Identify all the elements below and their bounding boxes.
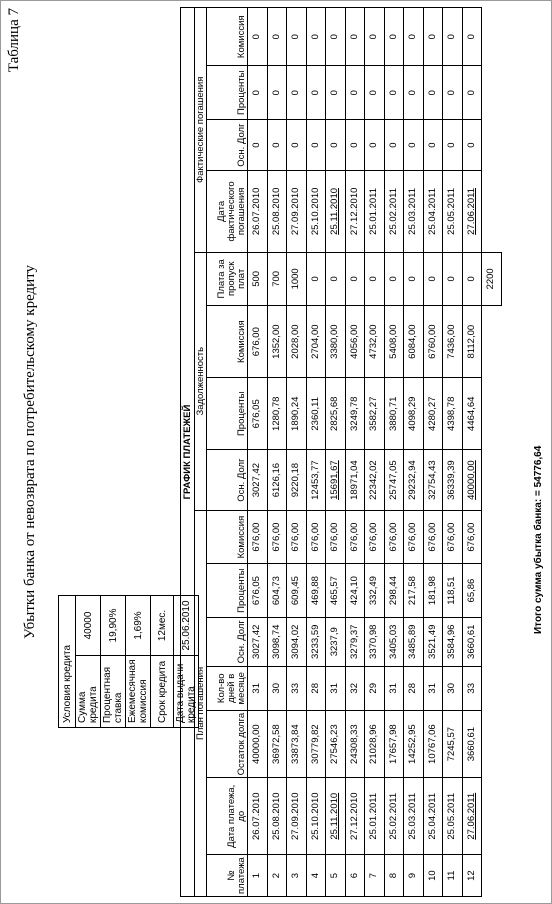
cell-p-main: 3233,59 — [306, 617, 326, 666]
cell-p-com: 676,00 — [462, 510, 482, 564]
condition-label: Сумма кредита — [76, 655, 101, 727]
cell-date: 25.08.2010 — [267, 778, 287, 855]
cell-p-com: 676,00 — [345, 510, 365, 564]
cell-f-int: 0 — [365, 66, 385, 120]
cell-days: 28 — [306, 666, 326, 710]
cell-p-main: 3485,89 — [404, 617, 424, 666]
cell-p-main: 3098,74 — [267, 617, 287, 666]
cell-f-date: 26.07.2010 — [248, 171, 268, 252]
cell-n: 9 — [404, 855, 424, 897]
col-commission: Комиссия — [207, 510, 248, 564]
cell-f-int: 0 — [384, 66, 404, 120]
cell-f-com: 0 — [306, 8, 326, 67]
group-plan: План погашения — [195, 510, 207, 896]
col-debt-commission: Комиссия — [207, 306, 248, 378]
cell-f-int: 0 — [287, 66, 307, 120]
table-row — [462, 8, 482, 897]
cell-f-com: 0 — [462, 8, 482, 67]
cell-n: 6 — [345, 855, 365, 897]
cell-p-com: 676,00 — [267, 510, 287, 564]
cell-days: 29 — [365, 666, 385, 710]
cell-bal: 30779,82 — [306, 710, 326, 777]
group-debt: Задолженность — [195, 252, 207, 510]
cell-f-int: 0 — [345, 66, 365, 120]
cell-d-int: 4398,78 — [443, 378, 463, 450]
cell-bal: 33873,84 — [287, 710, 307, 777]
cell-fee: 0 — [443, 252, 463, 306]
cell-f-com: 0 — [345, 8, 365, 67]
cell-f-date: 25.05.2011 — [443, 171, 463, 252]
cell-d-main: 32754,43 — [423, 450, 443, 510]
cell-p-com: 676,00 — [365, 510, 385, 564]
cell-f-date: 25.04.2011 — [423, 171, 443, 252]
cell-d-main: 6126,16 — [267, 450, 287, 510]
cell-days: 33 — [462, 666, 482, 710]
cell-d-main: 15691,67 — [326, 450, 346, 510]
cell-p-int: 65,86 — [462, 564, 482, 618]
cell-d-com: 7436,00 — [443, 306, 463, 378]
cell-f-date: 25.03.2011 — [404, 171, 424, 252]
cell-d-com: 6760,00 — [423, 306, 443, 378]
cell-f-com: 0 — [267, 8, 287, 67]
cell-f-com: 0 — [423, 8, 443, 67]
cell-fee: 0 — [423, 252, 443, 306]
cell-f-int: 0 — [443, 66, 463, 120]
cell-d-com: 2704,00 — [306, 306, 326, 378]
cell-bal: 10767,06 — [423, 710, 443, 777]
cell-fee: 700 — [267, 252, 287, 306]
cell-d-int: 2825,68 — [326, 378, 346, 450]
cell-f-main: 0 — [423, 120, 443, 171]
table-row — [365, 8, 385, 897]
col-fact-interest: Проценты — [207, 66, 248, 120]
cell-f-date: 25.08.2010 — [267, 171, 287, 252]
col-date: Дата платежа, до — [207, 778, 248, 855]
cell-date: 25.04.2011 — [423, 778, 443, 855]
cell-days: 32 — [345, 666, 365, 710]
cell-n: 2 — [267, 855, 287, 897]
schedule-body — [248, 8, 482, 897]
cell-days: 31 — [248, 666, 268, 710]
cell-p-int: 469,88 — [306, 564, 326, 618]
condition-value: 12мес. — [151, 596, 174, 655]
cell-fee: 1000 — [287, 252, 307, 306]
cell-d-main: 22342,02 — [365, 450, 385, 510]
cell-bal: 24308,33 — [345, 710, 365, 777]
cell-f-int: 0 — [423, 66, 443, 120]
cell-n: 8 — [384, 855, 404, 897]
cell-d-main: 36339,39 — [443, 450, 463, 510]
cell-f-main: 0 — [267, 120, 287, 171]
cell-d-main: 25747,05 — [384, 450, 404, 510]
condition-label: Процентная ставка — [101, 655, 126, 727]
cell-f-int: 0 — [267, 66, 287, 120]
cell-d-int: 3880,71 — [384, 378, 404, 450]
cell-p-com: 676,00 — [384, 510, 404, 564]
cell-f-main: 0 — [326, 120, 346, 171]
cell-bal: 27546,23 — [326, 710, 346, 777]
cell-d-com: 8112,00 — [462, 306, 482, 378]
condition-label: Ежемесячная комиссия — [126, 655, 151, 727]
cell-d-main: 9220,18 — [287, 450, 307, 510]
cell-d-com: 6084,00 — [404, 306, 424, 378]
cell-days: 28 — [404, 666, 424, 710]
col-fact-date: Дата фактического погашения — [207, 171, 248, 252]
cell-p-int: 424,10 — [345, 564, 365, 618]
cell-p-com: 676,00 — [443, 510, 463, 564]
cell-bal: 14252,95 — [404, 710, 424, 777]
cell-d-main: 12453,77 — [306, 450, 326, 510]
cell-d-com: 1352,00 — [267, 306, 287, 378]
cell-f-date: 27.09.2010 — [287, 171, 307, 252]
cell-f-date: 25.11.2010 — [326, 171, 346, 252]
cell-bal: 3660,61 — [462, 710, 482, 777]
cell-f-main: 0 — [287, 120, 307, 171]
cell-p-main: 3027,42 — [248, 617, 268, 666]
cell-p-int: 181,98 — [423, 564, 443, 618]
cell-d-com: 676,00 — [248, 306, 268, 378]
cell-fee: 0 — [326, 252, 346, 306]
cell-bal: 40000,00 — [248, 710, 268, 777]
cell-date: 25.10.2010 — [306, 778, 326, 855]
cell-days: 33 — [287, 666, 307, 710]
cell-d-com: 4732,00 — [365, 306, 385, 378]
table-row — [306, 8, 326, 897]
cell-f-com: 0 — [443, 8, 463, 67]
cell-date: 25.03.2011 — [404, 778, 424, 855]
cell-d-int: 4280,27 — [423, 378, 443, 450]
cell-p-int: 676,05 — [248, 564, 268, 618]
table-row — [287, 8, 307, 897]
cell-d-int: 4464,64 — [462, 378, 482, 450]
cell-fee: 500 — [248, 252, 268, 306]
cell-d-com: 3380,00 — [326, 306, 346, 378]
total-loss: Итого сумма убытка банка: = 54776,64 — [533, 445, 544, 634]
col-balance: Остаток долга — [207, 710, 248, 777]
cell-p-main: 3279,37 — [345, 617, 365, 666]
table-number: Таблица 7 — [6, 8, 22, 73]
cell-p-int: 604,73 — [267, 564, 287, 618]
cell-fee: 0 — [365, 252, 385, 306]
cell-f-date: 27.12.2010 — [345, 171, 365, 252]
cell-fee: 0 — [462, 252, 482, 306]
col-interest: Проценты — [207, 564, 248, 618]
cell-n: 5 — [326, 855, 346, 897]
cell-f-int: 0 — [404, 66, 424, 120]
col-days: Кол-во дней в месяце — [207, 666, 248, 710]
cell-f-main: 0 — [443, 120, 463, 171]
cell-d-int: 1280,78 — [267, 378, 287, 450]
cell-n: 12 — [462, 855, 482, 897]
cell-d-com: 5408,00 — [384, 306, 404, 378]
cell-d-int: 4098,29 — [404, 378, 424, 450]
table-row — [326, 8, 346, 897]
cell-d-com: 2028,00 — [287, 306, 307, 378]
col-debt-interest: Проценты — [207, 378, 248, 450]
table-row — [384, 8, 404, 897]
cell-p-com: 676,00 — [423, 510, 443, 564]
cell-d-main: 18971,04 — [345, 450, 365, 510]
cell-p-main: 3370,98 — [365, 617, 385, 666]
cell-fee: 0 — [384, 252, 404, 306]
payment-schedule — [180, 7, 502, 897]
cell-date: 25.05.2011 — [443, 778, 463, 855]
cell-days: 31 — [423, 666, 443, 710]
col-num: № платежа — [207, 855, 248, 897]
cell-d-int: 1890,24 — [287, 378, 307, 450]
cell-f-main: 0 — [365, 120, 385, 171]
cell-f-com: 0 — [404, 8, 424, 67]
cell-p-int: 118,51 — [443, 564, 463, 618]
cell-n: 4 — [306, 855, 326, 897]
cell-d-int: 3249,78 — [345, 378, 365, 450]
cell-p-main: 3094,02 — [287, 617, 307, 666]
cell-f-main: 0 — [404, 120, 424, 171]
cell-p-com: 676,00 — [306, 510, 326, 564]
cell-date: 26.07.2010 — [248, 778, 268, 855]
cell-f-main: 0 — [345, 120, 365, 171]
cell-d-main: 3027,42 — [248, 450, 268, 510]
cell-f-date: 27.06.2011 — [462, 171, 482, 252]
table-row — [345, 8, 365, 897]
condition-value: 19,90% — [101, 596, 126, 655]
condition-label: Срок кредита — [151, 655, 174, 727]
col-fact-principal: Осн. Долг — [207, 120, 248, 171]
cell-d-int: 3582,27 — [365, 378, 385, 450]
cell-days: 31 — [384, 666, 404, 710]
cell-fee: 0 — [306, 252, 326, 306]
cell-d-int: 2360,11 — [306, 378, 326, 450]
col-debt-principal: Осн. Долг — [207, 450, 248, 510]
cell-bal: 7245,57 — [443, 710, 463, 777]
cell-f-date: 25.10.2010 — [306, 171, 326, 252]
col-fact-commission: Комиссия — [207, 8, 248, 67]
cell-p-com: 676,00 — [248, 510, 268, 564]
condition-value: 40000 — [76, 596, 101, 655]
conditions-heading: Условия кредита — [59, 596, 76, 728]
table-row — [404, 8, 424, 897]
table-row — [248, 8, 268, 897]
cell-d-com: 4056,00 — [345, 306, 365, 378]
condition-value: 25.06.2010 — [174, 596, 199, 655]
cell-p-main: 3521,49 — [423, 617, 443, 666]
cell-days: 31 — [326, 666, 346, 710]
table-row — [443, 8, 463, 897]
cell-days: 30 — [267, 666, 287, 710]
col-principal: Осн. Долг — [207, 617, 248, 666]
cell-p-int: 298,44 — [384, 564, 404, 618]
fee-total: 2200 — [482, 252, 502, 306]
cell-f-int: 0 — [462, 66, 482, 120]
group-fact: Фактические погашения — [195, 8, 207, 253]
cell-date: 27.06.2011 — [462, 778, 482, 855]
cell-d-main: 29232,94 — [404, 450, 424, 510]
cell-f-int: 0 — [248, 66, 268, 120]
cell-f-com: 0 — [326, 8, 346, 67]
cell-f-main: 0 — [384, 120, 404, 171]
cell-p-int: 465,57 — [326, 564, 346, 618]
cell-n: 7 — [365, 855, 385, 897]
cell-f-date: 25.02.2011 — [384, 171, 404, 252]
cell-p-int: 609,45 — [287, 564, 307, 618]
credit-conditions — [58, 595, 199, 728]
cell-n: 11 — [443, 855, 463, 897]
cell-p-com: 676,00 — [404, 510, 424, 564]
schedule-title: ГРАФИК ПЛАТЕЖЕЙ — [181, 8, 195, 897]
cell-f-main: 0 — [462, 120, 482, 171]
cell-f-com: 0 — [365, 8, 385, 67]
cell-bal: 36972,58 — [267, 710, 287, 777]
cell-p-main: 3584,96 — [443, 617, 463, 666]
cell-n: 10 — [423, 855, 443, 897]
cell-f-com: 0 — [384, 8, 404, 67]
document-title: Убытки банка от невозврата по потребительскому кредиту — [22, 264, 38, 640]
cell-fee: 0 — [345, 252, 365, 306]
cell-f-date: 25.01.2011 — [365, 171, 385, 252]
cell-n: 3 — [287, 855, 307, 897]
cell-f-com: 0 — [248, 8, 268, 67]
cell-date: 27.09.2010 — [287, 778, 307, 855]
cell-d-main: 40000,00 — [462, 450, 482, 510]
table-row — [267, 8, 287, 897]
cell-p-com: 676,00 — [287, 510, 307, 564]
cell-date: 25.02.2011 — [384, 778, 404, 855]
cell-n: 1 — [248, 855, 268, 897]
condition-value: 1,69% — [126, 596, 151, 655]
cell-p-int: 217,58 — [404, 564, 424, 618]
cell-bal: 17657,98 — [384, 710, 404, 777]
cell-p-main: 3405,03 — [384, 617, 404, 666]
cell-fee: 0 — [404, 252, 424, 306]
cell-p-int: 332,49 — [365, 564, 385, 618]
cell-days: 30 — [443, 666, 463, 710]
cell-p-main: 3237,9 — [326, 617, 346, 666]
cell-f-main: 0 — [306, 120, 326, 171]
condition-label: Дата выдачи кредита — [174, 655, 199, 727]
cell-d-int: 676,05 — [248, 378, 268, 450]
cell-p-main: 3660,61 — [462, 617, 482, 666]
cell-date: 25.01.2011 — [365, 778, 385, 855]
cell-p-com: 676,00 — [326, 510, 346, 564]
cell-f-int: 0 — [326, 66, 346, 120]
cell-f-main: 0 — [248, 120, 268, 171]
cell-f-com: 0 — [287, 8, 307, 67]
col-fee: Плата за пропуск плат — [207, 252, 248, 306]
cell-date: 27.12.2010 — [345, 778, 365, 855]
table-row — [423, 8, 443, 897]
cell-bal: 21028,96 — [365, 710, 385, 777]
cell-f-int: 0 — [306, 66, 326, 120]
cell-date: 25.11.2010 — [326, 778, 346, 855]
